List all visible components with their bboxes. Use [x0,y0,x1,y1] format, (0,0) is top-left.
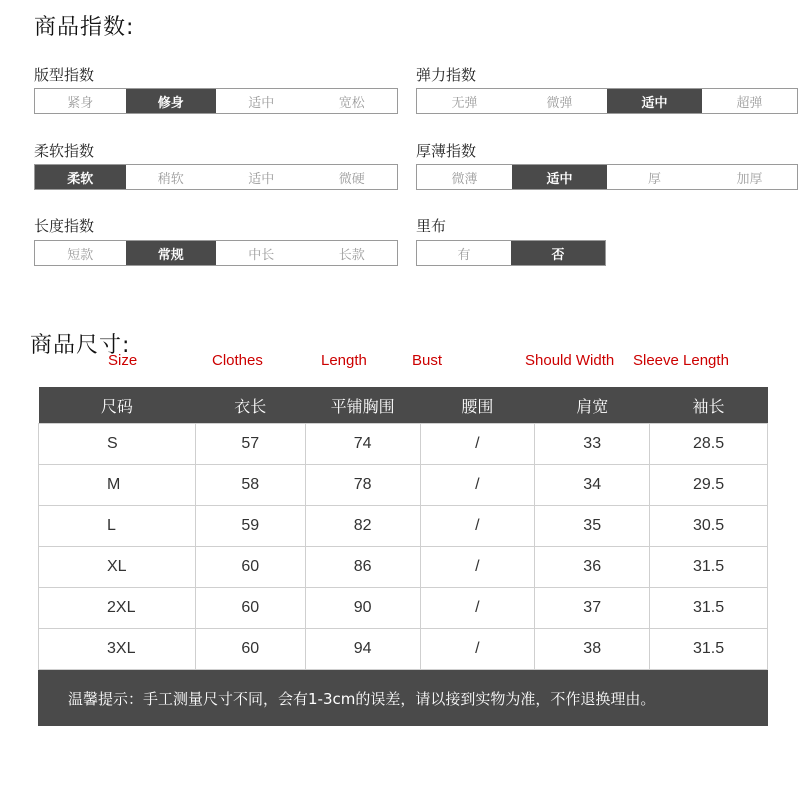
table-cell: M [39,465,196,506]
index-option: 长款 [307,241,398,265]
index-option: 稍软 [126,165,217,189]
index-option: 微弹 [512,89,607,113]
index-option: 适中 [607,89,702,113]
size-table [38,387,768,670]
table-cell: 82 [305,506,420,547]
index-option: 紧身 [35,89,126,113]
header-clothes-length: 衣长 [195,387,305,424]
table-cell: / [420,506,535,547]
table-cell: 3XL [39,629,196,670]
header-shoulder-width: 肩宽 [535,387,650,424]
table-cell: 74 [305,424,420,465]
index-option: 适中 [216,165,307,189]
index-option: 宽松 [307,89,398,113]
size-table-header [39,387,768,424]
header-size: 尺码 [39,387,196,424]
table-cell: / [420,547,535,588]
table-cell: / [420,424,535,465]
index-option: 加厚 [702,165,797,189]
table-cell: 34 [535,465,650,506]
table-cell: XL [39,547,196,588]
table-cell: / [420,629,535,670]
fit-index-selector [34,88,398,114]
table-cell: 28.5 [650,424,768,465]
table-cell: 29.5 [650,465,768,506]
en-label-clothes: Clothes [212,352,263,369]
table-row [39,588,768,629]
table-row [39,629,768,670]
table-cell: L [39,506,196,547]
table-cell: 31.5 [650,588,768,629]
table-cell: / [420,465,535,506]
fit-index-label: 版型指数 [34,66,95,84]
index-option: 短款 [35,241,126,265]
elasticity-index-selector [416,88,798,114]
header-bust: 平铺胸围 [305,387,420,424]
index-option: 否 [511,241,605,265]
index-option: 柔软 [35,165,126,189]
table-row [39,506,768,547]
en-label-size: Size [108,352,138,369]
tip-text: 温馨提示：手工测量尺寸不同，会有1-3cm的误差，请以接到实物为准，不作退换理由。 [68,689,656,708]
index-option: 有 [417,241,511,265]
thickness-index-label: 厚薄指数 [416,142,477,160]
table-cell: 60 [195,547,305,588]
en-label-length: Length [321,352,367,369]
table-cell: 94 [305,629,420,670]
tip-banner [38,670,768,726]
product-index-title: 商品指数: [34,15,135,40]
index-option: 适中 [216,89,307,113]
table-cell: 31.5 [650,547,768,588]
softness-index-selector [34,164,398,190]
table-cell: / [420,588,535,629]
table-cell: 58 [195,465,305,506]
product-size-title: 商品尺寸: [30,333,131,358]
index-option: 无弹 [417,89,512,113]
en-label-bust: Bust [412,352,443,369]
table-cell: 78 [305,465,420,506]
length-index-label: 长度指数 [34,217,95,235]
index-option: 修身 [126,89,217,113]
index-option: 超弹 [702,89,797,113]
table-cell: 59 [195,506,305,547]
elasticity-index-label: 弹力指数 [416,66,477,84]
en-label-shoulder-width: Should Width [525,352,615,369]
index-option: 常规 [126,241,217,265]
table-cell: 37 [535,588,650,629]
table-row [39,424,768,465]
softness-index-label: 柔软指数 [34,142,95,160]
table-cell: 38 [535,629,650,670]
table-cell: 31.5 [650,629,768,670]
table-cell: S [39,424,196,465]
table-cell: 90 [305,588,420,629]
index-option: 适中 [512,165,607,189]
table-cell: 2XL [39,588,196,629]
lining-label: 里布 [416,217,447,235]
table-cell: 60 [195,629,305,670]
index-option: 厚 [607,165,702,189]
header-waist: 腰围 [420,387,535,424]
header-sleeve-length: 袖长 [650,387,768,424]
table-cell: 35 [535,506,650,547]
en-label-sleeve-length: Sleeve Length [633,352,729,369]
table-cell: 57 [195,424,305,465]
lining-selector [416,240,606,266]
index-option: 微硬 [307,165,398,189]
table-cell: 33 [535,424,650,465]
table-cell: 86 [305,547,420,588]
table-row [39,465,768,506]
length-index-selector [34,240,398,266]
index-option: 中长 [216,241,307,265]
table-cell: 60 [195,588,305,629]
table-row [39,547,768,588]
table-cell: 36 [535,547,650,588]
table-cell: 30.5 [650,506,768,547]
index-option: 微薄 [417,165,512,189]
thickness-index-selector [416,164,798,190]
